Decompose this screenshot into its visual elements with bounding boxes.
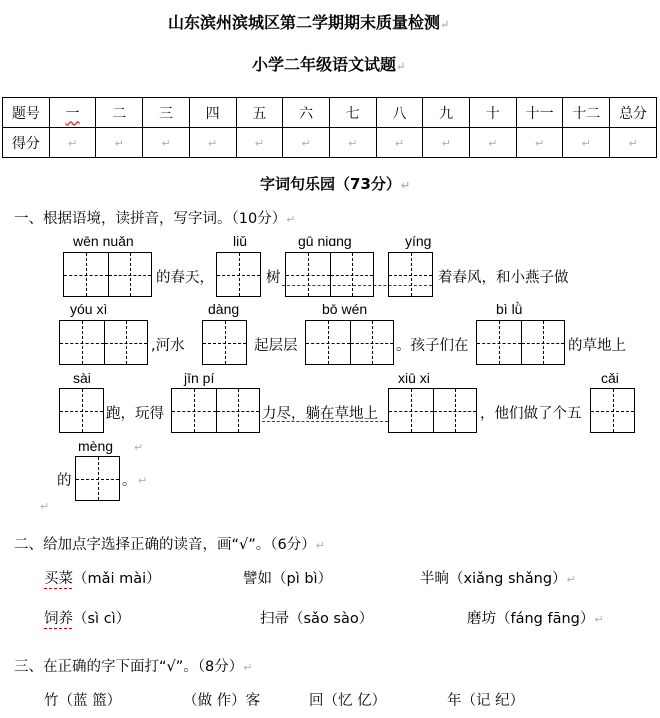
write-box-2[interactable]	[171, 388, 260, 433]
score-table-header-row	[3, 98, 657, 128]
red-underline	[282, 285, 432, 286]
score-header-cell: 十一	[516, 98, 563, 128]
score-header-cell: 题号	[3, 98, 50, 128]
write-box-1[interactable]	[202, 320, 247, 365]
pinyin-label: liǔ	[233, 233, 248, 249]
score-header-cell: 一	[49, 98, 96, 128]
score-header-cell: 五	[236, 98, 283, 128]
sentence-fragment: 的	[57, 473, 72, 489]
score-input-cell[interactable]: ↵	[376, 128, 423, 158]
score-header-cell: 十二	[563, 98, 610, 128]
score-header-cell: 三	[143, 98, 190, 128]
score-input-cell[interactable]: ↵	[470, 128, 517, 158]
red-underline	[262, 421, 388, 422]
write-box-1[interactable]	[216, 252, 261, 297]
sentence-fragment: 力尽，躺在草地上	[262, 406, 378, 422]
score-header-cell: 二	[96, 98, 143, 128]
paragraph-mark: ↵	[40, 500, 50, 513]
write-box-2[interactable]	[63, 252, 152, 297]
sentence-fragment: 树	[266, 270, 281, 286]
pinyin-label: mèng	[78, 438, 114, 454]
pinyin-label: yóu xì	[70, 301, 108, 317]
q3-item[interactable]: （做 作）客	[183, 693, 261, 709]
red-underline	[44, 628, 72, 629]
q3-heading: 三、在正确的字下面打“√”。（8分）↵	[14, 659, 253, 675]
score-input-cell[interactable]: ↵	[143, 128, 190, 158]
pinyin-label: yíng	[405, 233, 432, 249]
pinyin-label: dàng	[208, 301, 240, 317]
q2-item[interactable]: 扫帚（sǎo sào）	[260, 611, 374, 627]
q3-item[interactable]: 年（记 纪）	[447, 693, 525, 709]
write-box-1[interactable]	[388, 252, 433, 297]
write-box-2[interactable]	[59, 320, 148, 365]
score-input-cell[interactable]: ↵	[516, 128, 563, 158]
q3-item[interactable]: 回（忆 亿）	[309, 693, 387, 709]
sentence-fragment: 。孩子们在	[396, 338, 469, 354]
write-box-1[interactable]	[75, 456, 120, 501]
pinyin-label: jīn pí	[184, 370, 215, 386]
paragraph-mark: ↵	[134, 441, 144, 454]
write-box-2[interactable]	[305, 320, 394, 365]
score-input-cell[interactable]: ↵	[236, 128, 283, 158]
pinyin-label: gū niɑng	[298, 233, 352, 249]
q2-item[interactable]: 半晌（xiǎng shǎng）↵	[420, 571, 576, 587]
score-input-cell[interactable]: ↵	[96, 128, 143, 158]
pinyin-label: xiū xi	[398, 370, 430, 386]
q1-heading: 一、根据语境，读拼音，写字词。（10分）↵	[14, 211, 296, 227]
q2-item[interactable]: 饲养（sì cì）	[44, 611, 131, 627]
sentence-fragment: ,河水	[151, 338, 185, 354]
score-input-cell[interactable]: ↵	[329, 128, 376, 158]
sentence-fragment: 的草地上	[568, 338, 626, 354]
score-header-cell: 六	[283, 98, 330, 128]
paragraph-mark: ↵	[138, 474, 148, 487]
score-row-label: 得分	[3, 128, 50, 158]
pinyin-label: cǎi	[601, 370, 619, 386]
write-box-2[interactable]	[388, 388, 477, 433]
write-box-1[interactable]	[59, 388, 104, 433]
score-table-score-row	[3, 128, 657, 158]
pinyin-label: bō wén	[322, 301, 368, 317]
sentence-fragment: 起层层	[254, 338, 298, 354]
score-header-cell: 八	[376, 98, 423, 128]
score-header-cell: 七	[329, 98, 376, 128]
q2-item[interactable]: 譬如（pì bì）	[243, 571, 333, 587]
q2-item[interactable]: 买菜（mǎi mài）	[44, 571, 161, 587]
score-input-cell[interactable]: ↵	[283, 128, 330, 158]
sentence-fragment: 。	[122, 473, 137, 489]
red-underline	[44, 588, 72, 589]
score-header-cell: 四	[189, 98, 236, 128]
score-input-cell[interactable]: ↵	[49, 128, 96, 158]
sentence-fragment: 着春风，和小燕子做	[438, 270, 569, 286]
write-box-1[interactable]	[590, 388, 635, 433]
pinyin-label: bì lǜ	[496, 301, 523, 317]
sentence-fragment: 跑，玩得	[106, 406, 164, 422]
q2-heading: 二、给加点字选择正确的读音，画“√”。（6分）↵	[14, 537, 325, 553]
write-box-2[interactable]	[285, 252, 374, 297]
score-header-cell: 十	[470, 98, 517, 128]
sentence-fragment: ，他们做了个五	[480, 406, 582, 422]
score-input-cell[interactable]: ↵	[423, 128, 470, 158]
score-header-cell: 总分	[610, 98, 657, 128]
score-input-cell[interactable]: ↵	[610, 128, 657, 158]
score-header-cell: 九	[423, 98, 470, 128]
score-table	[2, 97, 657, 158]
sentence-fragment: 的春天，	[156, 270, 214, 286]
q3-item[interactable]: 竹（蓝 篮）	[44, 693, 122, 709]
exam-subtitle: 小学二年级语文试题↵	[252, 55, 406, 74]
section-title: 字词句乐园（73分）↵	[260, 175, 411, 193]
pinyin-label: wēn nuǎn	[73, 233, 134, 249]
score-input-cell[interactable]: ↵	[563, 128, 610, 158]
score-input-cell[interactable]: ↵	[189, 128, 236, 158]
exam-title: 山东滨州滨城区第二学期期末质量检测↵	[168, 13, 450, 32]
write-box-2[interactable]	[476, 320, 565, 365]
q2-item[interactable]: 磨坊（fáng fāng）↵	[467, 611, 604, 627]
pinyin-label: sài	[73, 370, 91, 386]
